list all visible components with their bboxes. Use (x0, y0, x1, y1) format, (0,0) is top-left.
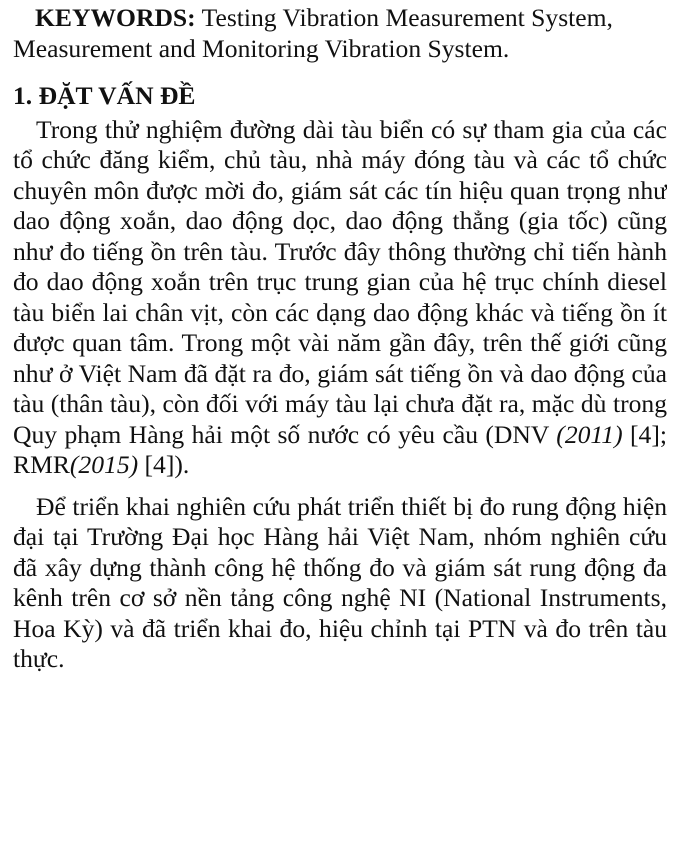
intro-paragraph-1 (13, 115, 667, 481)
keywords-label: KEYWORDS: (35, 3, 196, 32)
document-page (13, 0, 667, 850)
keywords-paragraph (13, 3, 667, 64)
reference-year: (2015) (69, 450, 139, 479)
keywords-text: Testing Vibration Measurement System, Measurement and Monitoring Vibration System. (13, 3, 613, 63)
paragraph-text: [4]). (138, 450, 190, 479)
reference-year: (2011) (556, 419, 623, 449)
paragraph-text: [4]; RMR (13, 419, 667, 479)
intro-paragraph-2 (13, 492, 667, 675)
paragraph-text: Trong thử nghiệm đường dài tàu biển có sự tham gia của các tổ chức đăng kiểm, chủ tàu, nhà máy đóng tàu và các tổ chức chuyên môn được mời đo, giám sát các tín hiệu quan trọng như dao động xoắn, dao động dọc, dao động thẳng (gia tốc) cũng như đo tiếng ồn trên tàu. Trước đây thông thường chỉ tiến hành đo dao động xoắn trên trục trung gian của hệ trục chính diesel tàu biển lai chân vịt, còn các dạng dao động khác và tiếng ồn ít được quan tâm. Trong một vài năm gần đây, trên thế giới cũng như ở Việt Nam đã đặt ra đo, giám sát tiếng ồn và dao động của tàu (thân tàu), còn đối với máy tàu lại chưa đặt ra, mặc dù trong Quy phạm Hàng hải một số nước có yêu cầu (DNV (13, 114, 667, 449)
paragraph-text: Để triển khai nghiên cứu phát triển thiết bị đo rung động hiện đại tại Trường Đại học Hàng hải Việt Nam, nhóm nghiên cứu đã xây dựng thành công hệ thống đo và giám sát rung động đa kênh trên cơ sở nền tảng công nghệ NI (National Instruments, Hoa Kỳ) và đã triển khai đo, hiệu chỉnh tại PTN và đo trên tàu thực. (13, 491, 667, 673)
section-heading: 1. ĐẶT VẤN ĐỀ (13, 81, 196, 110)
